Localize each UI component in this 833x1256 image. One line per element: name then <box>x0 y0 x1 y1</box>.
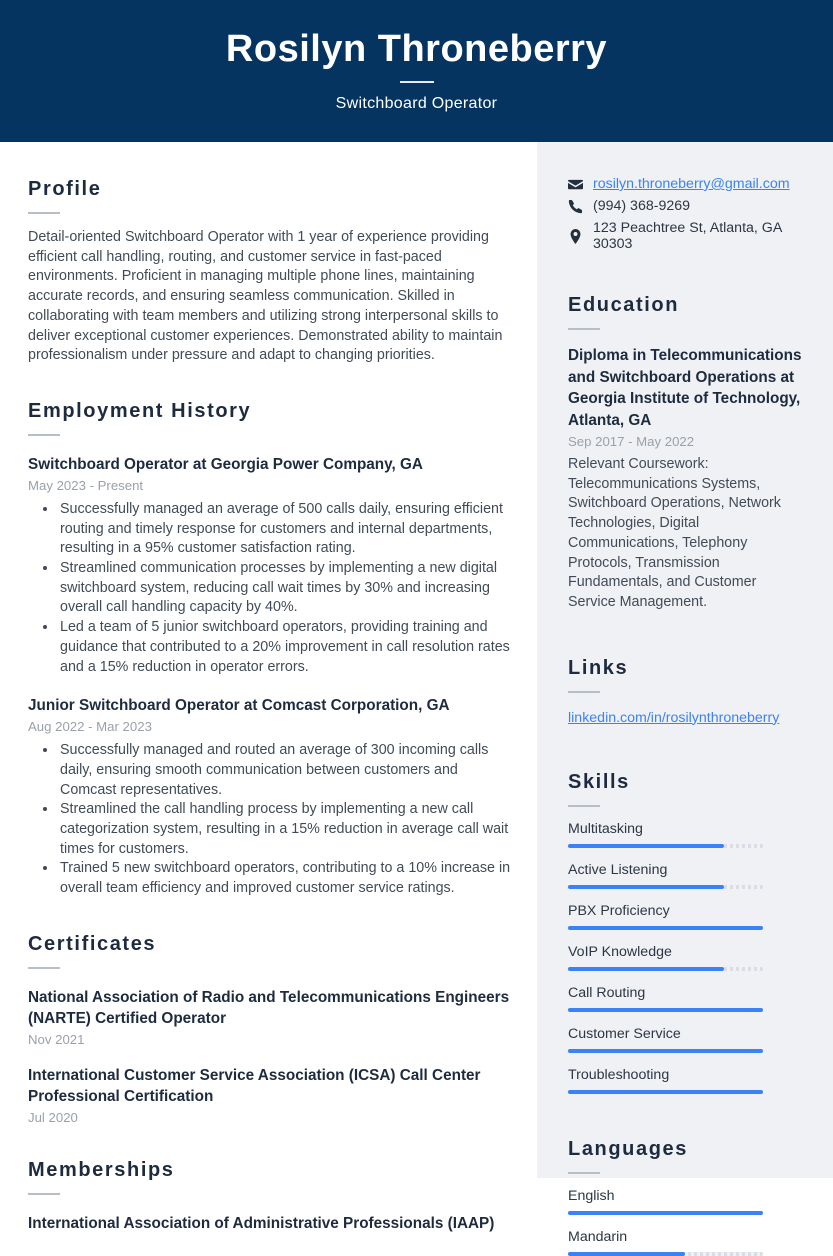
links-section <box>568 657 805 727</box>
skill-item <box>568 862 805 889</box>
header-divider <box>400 81 434 83</box>
membership-title: International Association of Administrative Professionals (IAAP) <box>28 1214 495 1232</box>
skill-bar-fill <box>568 1008 763 1012</box>
job-bullet: • Successfully managed and routed an average of 300 incoming calls daily, ensuring smooth communication between customers and Comcast representatives. <box>58 741 517 800</box>
skill-bar-fill <box>568 885 724 889</box>
address-text: 123 Peachtree St, Atlanta, GA 30303 <box>593 220 782 252</box>
languages-heading: Languages <box>568 1137 688 1160</box>
education-dates: Sep 2017 - May 2022 <box>568 434 695 449</box>
main-column <box>0 142 537 1232</box>
sidebar <box>537 142 833 1245</box>
phone-number: (994) 368-9269 <box>593 198 691 214</box>
job-entry <box>28 695 517 899</box>
education-section <box>568 294 805 613</box>
links-list <box>568 709 805 727</box>
skill-bar-track <box>568 967 763 971</box>
skill-label: PBX Proficiency <box>568 902 670 919</box>
job-bullet: • Led a team of 5 junior switchboard operators, providing training and guidance that contributed to a 20% improvement in call resolution rates and a 15% reduction in operator errors. <box>58 618 517 677</box>
certificate-entry <box>28 1065 517 1125</box>
candidate-job-title: Switchboard Operator <box>335 95 498 113</box>
job-dates: May 2023 - Present <box>28 477 144 493</box>
job-bullet-list <box>28 500 517 677</box>
job-entry <box>28 454 517 677</box>
skills-heading: Skills <box>568 770 630 793</box>
education-degree: Diploma in Telecommunications and Switchboard Operations at Georgia Institute of Technology, Atlanta, GA <box>568 347 802 429</box>
language-bar-track <box>568 1252 763 1256</box>
employment-history-heading: Employment History <box>28 399 252 422</box>
certificate-title: National Association of Radio and Telecommunications Engineers (NARTE) Certified Operator <box>28 988 510 1027</box>
skill-label: Troubleshooting <box>568 1066 670 1083</box>
skill-item <box>568 1026 805 1053</box>
contact-address-row <box>568 220 805 252</box>
skill-bar-fill <box>568 926 763 930</box>
divider <box>28 967 60 969</box>
certificate-title: International Customer Service Association (ICSA) Call Center Professional Certification <box>28 1066 481 1105</box>
skill-item <box>568 944 805 971</box>
skill-label: Call Routing <box>568 984 646 1001</box>
skill-item <box>568 821 805 848</box>
linkedin-link[interactable]: linkedin.com/in/rosilynthroneberry <box>568 709 780 726</box>
skills-list <box>568 821 805 1094</box>
employment-history-section <box>28 400 517 899</box>
languages-section <box>568 1138 805 1256</box>
skill-bar-fill <box>568 967 724 971</box>
language-item <box>568 1229 805 1256</box>
skill-bar-track <box>568 844 763 848</box>
divider <box>28 1193 60 1195</box>
skill-bar-track <box>568 1049 763 1053</box>
languages-list <box>568 1188 805 1256</box>
certificate-dates: Nov 2021 <box>28 1031 85 1047</box>
job-title: Switchboard Operator at Georgia Power Company, GA <box>28 455 423 473</box>
language-bar-fill <box>568 1211 763 1215</box>
job-bullet: • Successfully managed an average of 500 calls daily, ensuring efficient routing and timely response for customers and internal departments, resulting in a 95% customer satisfaction rating. <box>58 500 517 559</box>
job-bullet: • Streamlined the call handling process by implementing a new call categorization system, resulting in a 15% reduction in average call wait times for customers. <box>58 800 517 859</box>
skill-item <box>568 1067 805 1094</box>
language-bar-fill <box>568 1252 685 1256</box>
profile-text: Detail-oriented Switchboard Operator with 1 year of experience providing efficient call handling, routing, and customer service in fast-paced environments. Proficient in managing multiple phone lines, maintaining accurate records, and ensuring seamless communication. Skilled in collaborating with team members and utilizing strong interpersonal skills to deliver exceptional customer experiences. Demonstrated ability to maintain professionalism under pressure and adapt to changing priorities. <box>28 229 503 364</box>
education-description: Relevant Coursework: Telecommunications Systems, Switchboard Operations, Network Technologies, Digital Communications, Telephony Protocols, Transmission Fundamentals, and Customer Service Management. <box>568 456 781 610</box>
candidate-name: Rosilyn Throneberry <box>225 27 608 70</box>
job-bullet: • Streamlined communication processes by implementing a new digital switchboard system, reducing call wait times by 30% and increasing overall call handling capacity by 40%. <box>58 559 517 618</box>
language-label: English <box>568 1187 615 1204</box>
skill-bar-track <box>568 1090 763 1094</box>
job-bullet: • Trained 5 new switchboard operators, contributing to a 10% increase in overall team efficiency and improved customer service ratings. <box>58 859 517 898</box>
contact-email-row <box>568 176 805 192</box>
skill-bar-track <box>568 885 763 889</box>
skill-label: Active Listening <box>568 861 668 878</box>
skill-bar-fill <box>568 1049 763 1053</box>
skill-bar-track <box>568 926 763 930</box>
location-pin-icon <box>568 229 583 244</box>
language-label: Mandarin <box>568 1228 628 1245</box>
links-heading: Links <box>568 656 629 679</box>
skill-bar-track <box>568 1008 763 1012</box>
email-link[interactable]: rosilyn.throneberry@gmail.com <box>593 176 790 192</box>
skill-bar-fill <box>568 1090 763 1094</box>
divider <box>568 328 600 330</box>
skill-label: Multitasking <box>568 820 643 837</box>
membership-entry <box>28 1213 517 1234</box>
divider <box>568 805 600 807</box>
envelope-icon <box>568 177 583 192</box>
job-bullet-list <box>28 741 517 899</box>
language-item <box>568 1188 805 1215</box>
contact-phone-row <box>568 198 805 214</box>
education-heading: Education <box>568 294 680 316</box>
skill-label: VoIP Knowledge <box>568 943 672 960</box>
profile-section <box>28 178 517 366</box>
certificates-section <box>28 933 517 1125</box>
skill-bar-fill <box>568 844 724 848</box>
certificates-heading: Certificates <box>28 932 157 955</box>
skill-label: Customer Service <box>568 1025 681 1042</box>
contact-block <box>568 176 805 252</box>
skills-section <box>568 771 805 1094</box>
skill-item <box>568 903 805 930</box>
memberships-section <box>28 1159 517 1234</box>
divider <box>568 1172 600 1174</box>
job-dates: Aug 2022 - Mar 2023 <box>28 719 152 735</box>
language-bar-track <box>568 1211 763 1215</box>
certificate-dates: Jul 2020 <box>28 1109 78 1125</box>
memberships-heading: Memberships <box>28 1158 175 1181</box>
divider <box>568 691 600 693</box>
divider <box>28 434 60 436</box>
skill-item <box>568 985 805 1012</box>
certificate-entry <box>28 987 517 1047</box>
resume-header <box>0 0 833 142</box>
profile-heading: Profile <box>28 178 102 200</box>
job-title: Junior Switchboard Operator at Comcast Corporation, GA <box>28 697 450 715</box>
phone-icon <box>568 199 583 214</box>
divider <box>28 212 60 214</box>
